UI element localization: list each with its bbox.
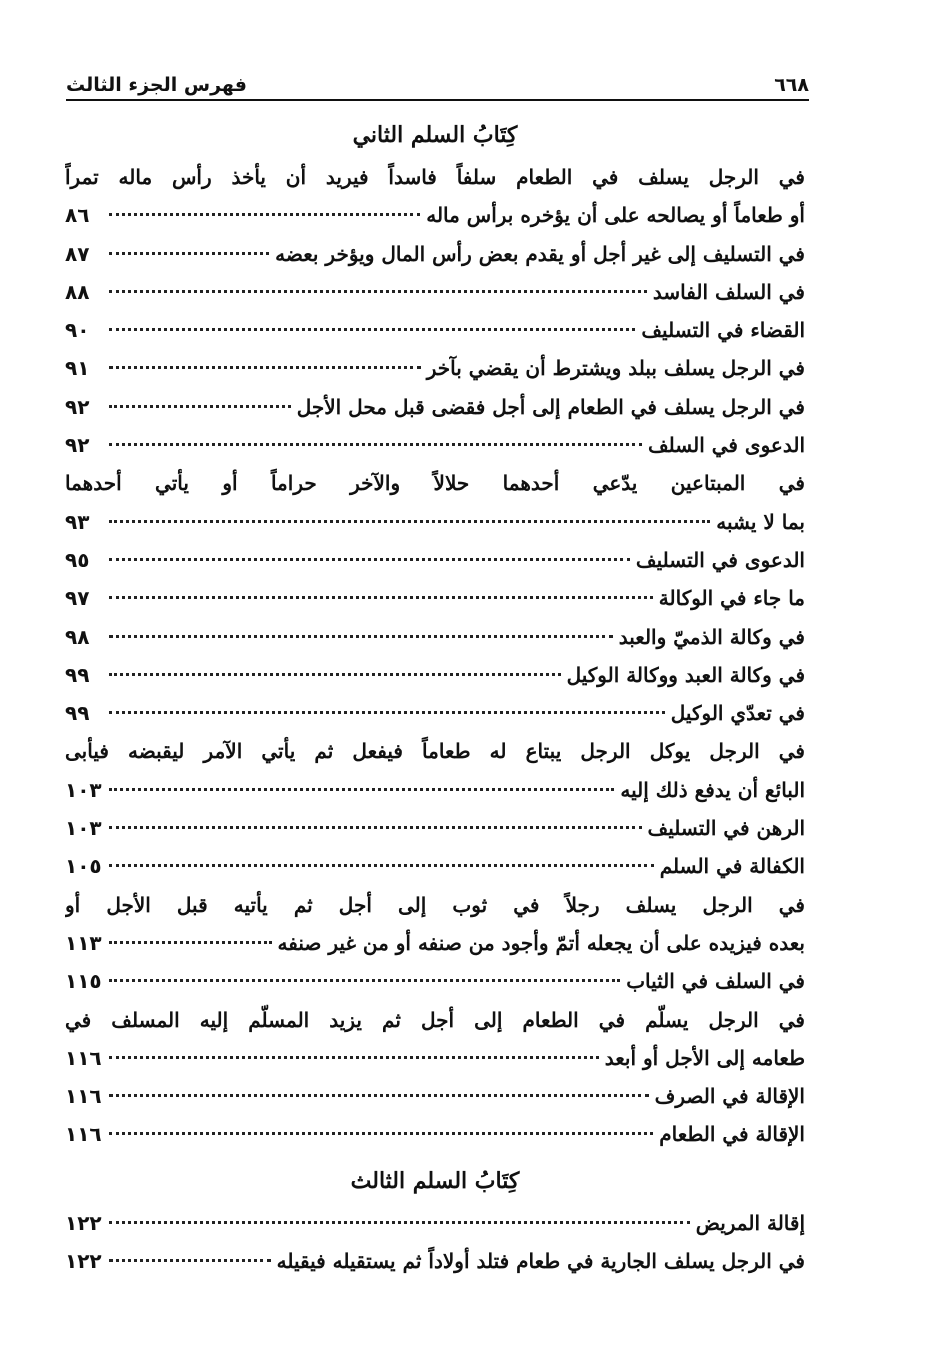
section-title: كِتَابُ السلم الثاني xyxy=(352,122,518,148)
dot-leader xyxy=(109,405,291,408)
dot-leader xyxy=(109,635,613,638)
toc-entry xyxy=(65,1204,805,1242)
toc-entry-line xyxy=(65,196,805,234)
toc-entry-line xyxy=(65,1077,805,1115)
toc-entry xyxy=(65,694,805,732)
toc-entry xyxy=(65,1001,805,1078)
toc-entry-line xyxy=(65,388,805,426)
toc-entry-text: الإقالة في الصرف xyxy=(654,1084,805,1109)
toc-entry xyxy=(65,311,805,349)
toc-entry xyxy=(65,158,805,235)
toc-entry-text: في الرجل يسلف رجلاً في ثوب إلى أجل ثم يأتيه قبل الأجل أو xyxy=(65,892,805,917)
toc-entry xyxy=(65,1242,805,1280)
dot-leader xyxy=(109,1132,653,1135)
toc-entry-text: الكفالة في السلم xyxy=(659,854,805,879)
toc-entry xyxy=(65,579,805,617)
toc-entry-line xyxy=(65,235,805,273)
toc-entry xyxy=(65,1115,805,1153)
toc-page-number: ٩٢ xyxy=(65,394,90,419)
toc-entry-line xyxy=(65,273,805,311)
toc-page-number: ٩٨ xyxy=(65,624,90,649)
toc-entry-text: بما لا يشبه xyxy=(716,509,805,534)
toc-page-number: ١١٣ xyxy=(65,930,102,955)
toc-entry-text: الرهن في التسليف xyxy=(647,816,805,841)
toc-page-number: ١١٦ xyxy=(65,1045,102,1070)
section-title: كِتَابُ السلم الثالث xyxy=(350,1167,520,1194)
toc-entry-line xyxy=(65,694,805,732)
toc-page-number: ١٢٢ xyxy=(65,1249,102,1274)
toc-page-number: ٩٣ xyxy=(65,509,90,534)
toc-page-number: ٩٩ xyxy=(65,662,90,687)
toc-page-number: ٩٢ xyxy=(65,433,90,458)
dot-leader xyxy=(109,443,642,446)
dot-leader xyxy=(109,788,614,791)
toc-entry-text: في السلف في الثياب xyxy=(626,969,805,994)
toc-entry-text: في المبتاعين يدّعي أحدهما حلالاً والآخر حراماً أو يأتي أحدهما xyxy=(65,471,805,496)
toc-entry-line xyxy=(65,311,805,349)
toc-entry xyxy=(65,886,805,963)
toc-entry-text: في تعدّي الوكيل xyxy=(670,701,805,726)
toc-entry-text: طعامه إلى الأجل أو أبعد xyxy=(604,1045,805,1070)
toc-page-number: ٩٥ xyxy=(65,547,90,572)
toc-page-number: ١٠٣ xyxy=(65,777,102,802)
toc-entry xyxy=(65,809,805,847)
toc-entry-text: في الرجل يوكل الرجل يبتاع له طعاماً فيفعل ثم يأتي الآمر ليقبضه فيأبى xyxy=(65,739,805,764)
toc-entry-line xyxy=(65,349,805,387)
toc-entry-text: في وكالة العبد ووكالة الوكيل xyxy=(566,662,805,687)
toc-entry xyxy=(65,235,805,273)
toc-entry-line xyxy=(65,771,805,809)
dot-leader xyxy=(109,1094,649,1097)
toc-entry-text: أو طعاماً أو يصالحه على أن يؤخره برأس ماله xyxy=(426,203,805,228)
toc-entry xyxy=(65,847,805,885)
toc-page-number: ٨٦ xyxy=(65,203,90,228)
dot-leader xyxy=(109,252,269,255)
dot-leader xyxy=(109,826,642,829)
toc-page-number: ١١٥ xyxy=(65,969,102,994)
toc-entry-line xyxy=(65,579,805,617)
toc-entry-line xyxy=(65,656,805,694)
toc-entry-text: في السلف الفاسد xyxy=(652,279,805,304)
toc-entry-text: بعده فيزيده على أن يجعله أتمّ وأجود من صنفه أو من غير صنفه xyxy=(277,930,805,955)
toc-entry-line xyxy=(65,503,805,541)
dot-leader xyxy=(109,596,653,599)
toc-page-number: ١٠٣ xyxy=(65,816,102,841)
toc-entry-line xyxy=(65,962,805,1000)
toc-page-number: ٩٧ xyxy=(65,586,90,611)
toc-entry-line xyxy=(65,847,805,885)
dot-leader xyxy=(109,941,272,944)
toc-entry-line xyxy=(65,1242,805,1280)
toc-entry-line xyxy=(65,541,805,579)
dot-leader xyxy=(109,328,635,331)
running-header xyxy=(66,62,809,101)
dot-leader xyxy=(109,673,561,676)
toc-entry-text: في الرجل يسلّم في الطعام إلى أجل ثم يزيد المسلّم إليه المسلف في xyxy=(65,1007,805,1032)
toc-entry xyxy=(65,464,805,541)
toc-entry xyxy=(65,1077,805,1115)
toc-entry-line xyxy=(65,1039,805,1077)
table-of-contents xyxy=(65,112,805,1280)
toc-entry-text: الدعوى في التسليف xyxy=(635,547,805,572)
dot-leader xyxy=(109,864,654,867)
dot-leader xyxy=(109,558,630,561)
toc-page-number: ٩١ xyxy=(65,356,90,381)
toc-page-number: ١١٦ xyxy=(65,1122,102,1147)
toc-page-number: ٩٠ xyxy=(65,318,90,343)
toc-entry-text: في الرجل يسلف ببلد ويشترط أن يقضي بآخر xyxy=(426,356,805,381)
toc-page-number: ١٠٥ xyxy=(65,854,102,879)
toc-entry-line xyxy=(65,1204,805,1242)
toc-entry-line xyxy=(65,618,805,656)
toc-entry xyxy=(65,426,805,464)
toc-entry-text: في الرجل يسلف في الطعام إلى أجل فقضى قبل محل الأجل xyxy=(296,394,805,419)
toc-entry-text: في الرجل يسلف في الطعام سلفاً فاسداً فيريد أن يأخذ رأس ماله تمراً xyxy=(65,165,805,189)
toc-page-number: ١٢٢ xyxy=(65,1210,102,1235)
dot-leader xyxy=(109,711,665,714)
page-number: ٦٦٨ xyxy=(774,74,809,96)
toc-entry xyxy=(65,349,805,387)
running-title: فهرس الجزء الثالث xyxy=(66,74,247,96)
toc-entry-text: الإقالة في الطعام xyxy=(659,1122,805,1147)
toc-entry xyxy=(65,732,805,809)
toc-entry xyxy=(65,618,805,656)
toc-entry-text: في التسليف إلى غير أجل أو يقدم بعض رأس المال ويؤخر بعضه xyxy=(275,241,805,266)
toc-entry xyxy=(65,273,805,311)
toc-entry-text: في وكالة الذميّ والعبد xyxy=(618,624,805,649)
toc-page-number: ١١٦ xyxy=(65,1084,102,1109)
dot-leader xyxy=(109,290,647,293)
toc-entry xyxy=(65,541,805,579)
toc-entry-line xyxy=(65,426,805,464)
toc-entry-text: القضاء في التسليف xyxy=(641,318,805,343)
dot-leader xyxy=(109,1221,690,1224)
toc-entry xyxy=(65,656,805,694)
toc-entry-text: ما جاء في الوكالة xyxy=(658,586,805,611)
toc-page-number: ٩٩ xyxy=(65,701,90,726)
dot-leader xyxy=(109,1259,271,1262)
toc-entry-text: الدعوى في السلف xyxy=(647,433,805,458)
toc-entry-text: في الرجل يسلف الجارية في طعام فتلد أولاداً ثم يستقيله فيقيله xyxy=(276,1249,805,1274)
dot-leader xyxy=(109,979,620,982)
dot-leader xyxy=(109,1056,599,1059)
toc-entry xyxy=(65,388,805,426)
dot-leader xyxy=(109,366,421,369)
toc-page-number: ٨٨ xyxy=(65,279,90,304)
toc-entry-text: إقالة المريض xyxy=(695,1210,805,1235)
toc-entry-text: البائع أن يدفع ذلك إليه xyxy=(620,777,805,802)
toc-page-number: ٨٧ xyxy=(65,241,90,266)
dot-leader xyxy=(109,520,710,523)
toc-entry-line xyxy=(65,1115,805,1153)
toc-entry-line xyxy=(65,924,805,962)
toc-entry-line xyxy=(65,809,805,847)
toc-entry xyxy=(65,962,805,1000)
dot-leader xyxy=(109,213,420,216)
